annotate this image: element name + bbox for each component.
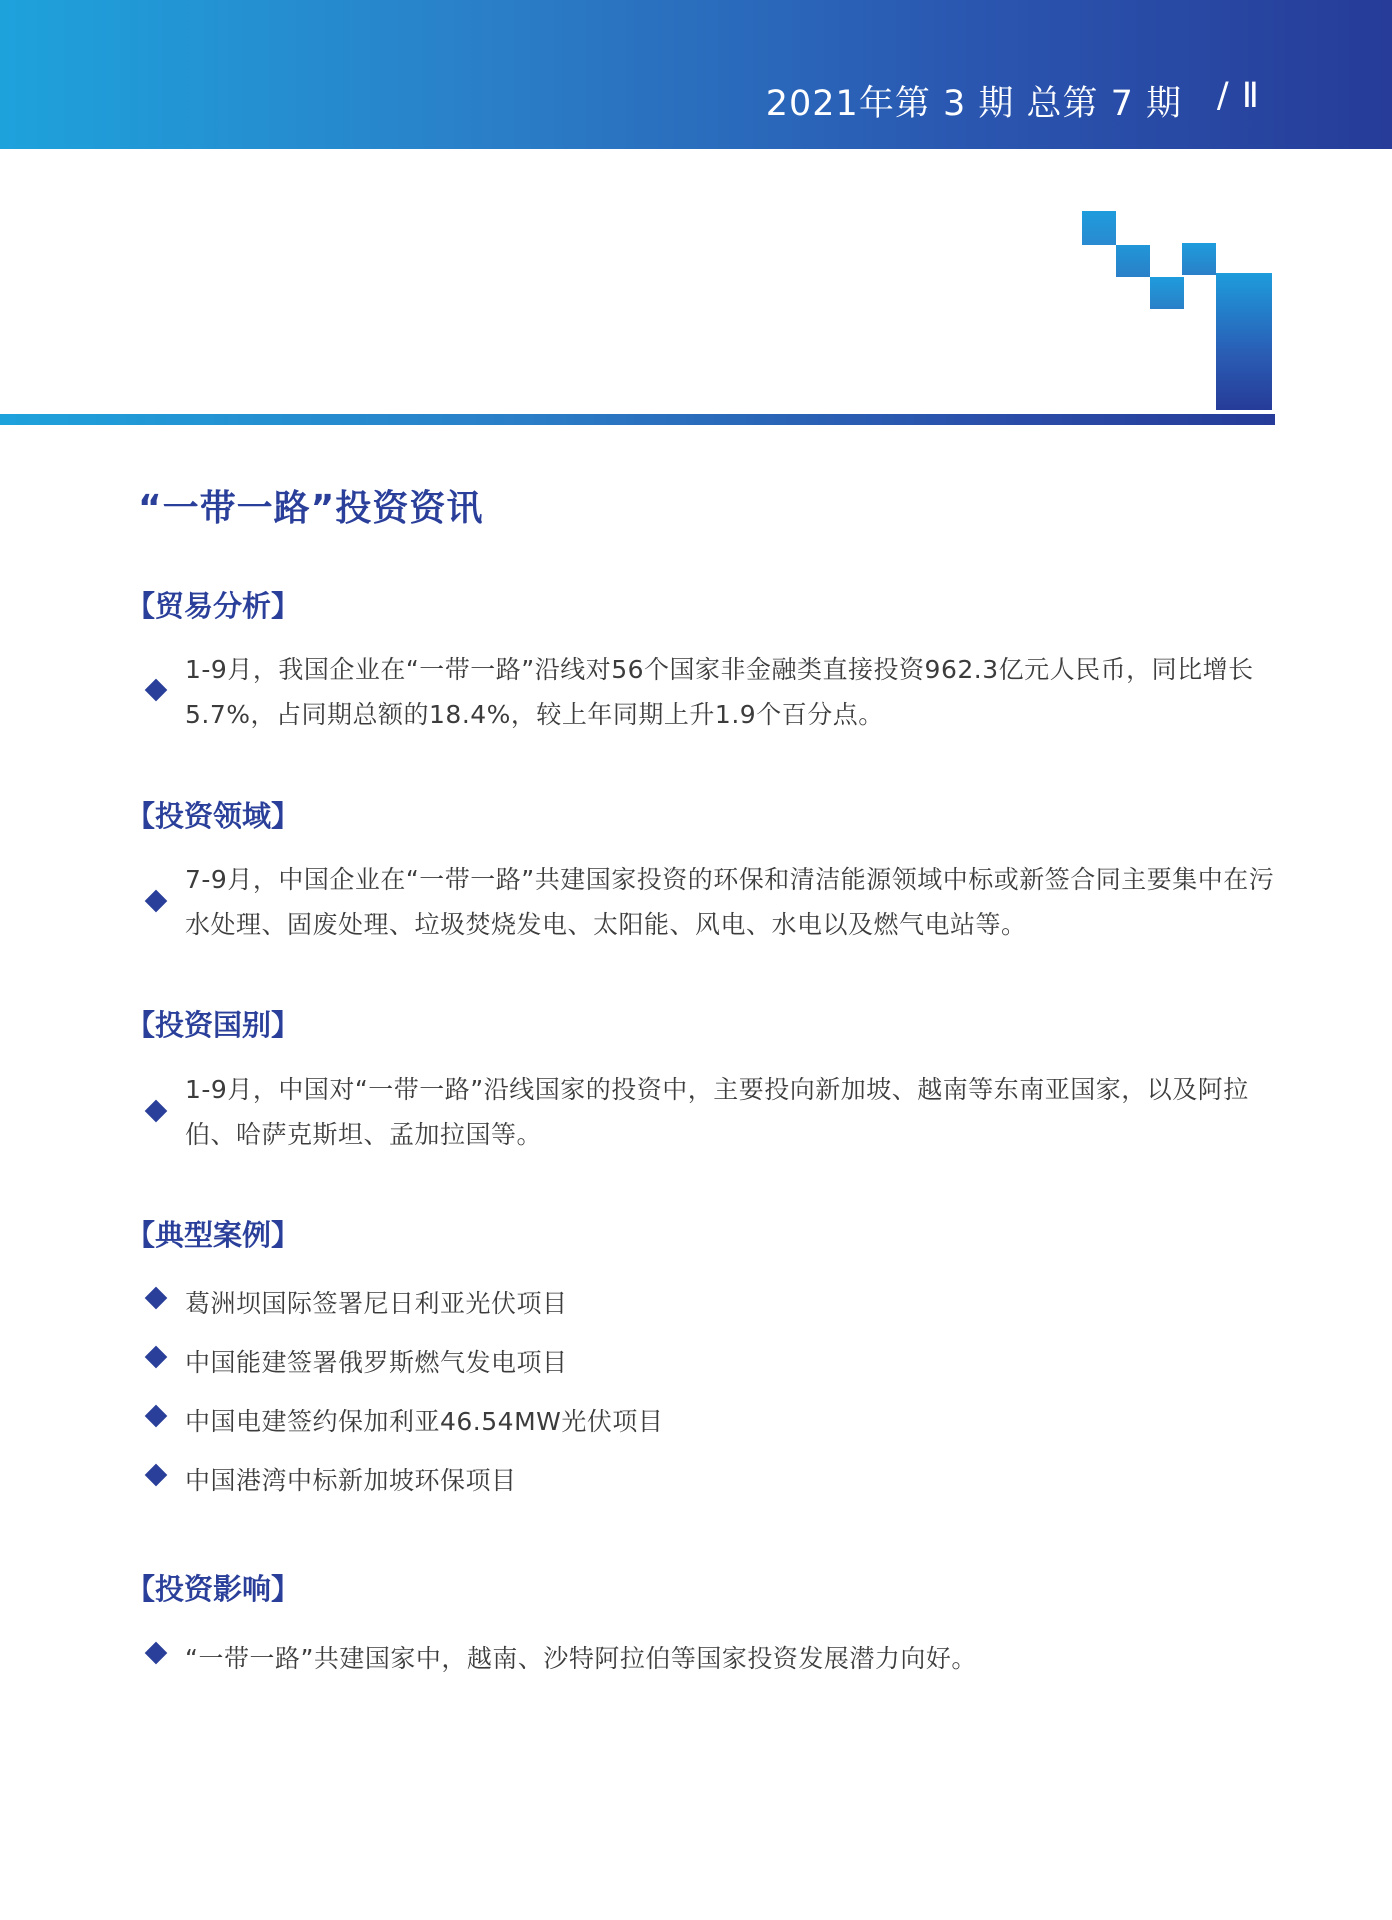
case-item: 中国电建签约保加利亚46.54MW光伏项目 bbox=[185, 1407, 664, 1436]
case-item: 葛洲坝国际签署尼日利亚光伏项目 bbox=[185, 1289, 568, 1318]
bullet-diamond-icon bbox=[145, 890, 168, 913]
decorative-bar bbox=[1216, 273, 1272, 410]
header-band bbox=[0, 0, 1392, 149]
section-heading-investment-field: 【投资领域】 bbox=[126, 799, 301, 833]
page-number: / Ⅱ bbox=[1216, 76, 1260, 116]
bullet-diamond-icon bbox=[145, 1642, 168, 1665]
bullet-diamond-icon bbox=[145, 1287, 168, 1310]
investment-country-text: 1-9月，中国对“一带一路”沿线国家的投资中，主要投向新加坡、越南等东南亚国家，以及阿拉伯、哈萨克斯坦、孟加拉国等。 bbox=[185, 1075, 1249, 1149]
section-heading-trade-analysis: 【贸易分析】 bbox=[126, 589, 301, 623]
issue-info: 2021年第 3 期 总第 7 期 bbox=[765, 84, 1182, 124]
investment-impact-text: “一带一路”共建国家中，越南、沙特阿拉伯等国家投资发展潜力向好。 bbox=[185, 1644, 977, 1673]
decorative-square bbox=[1116, 245, 1150, 277]
bullet-diamond-icon bbox=[145, 1464, 168, 1487]
case-item: 中国港湾中标新加坡环保项目 bbox=[185, 1466, 517, 1495]
divider-rule bbox=[0, 414, 1275, 425]
page-title: “一带一路”投资资讯 bbox=[138, 488, 484, 529]
section-heading-typical-cases: 【典型案例】 bbox=[126, 1218, 301, 1252]
decorative-square bbox=[1082, 211, 1116, 245]
bullet-diamond-icon bbox=[145, 679, 168, 702]
bullet-diamond-icon bbox=[145, 1346, 168, 1369]
decorative-square bbox=[1150, 277, 1184, 309]
bullet-diamond-icon bbox=[145, 1405, 168, 1428]
trade-analysis-text: 1-9月，我国企业在“一带一路”沿线对56个国家非金融类直接投资962.3亿元人民币，同比增长5.7%，占同期总额的18.4%，较上年同期上升1.9个百分点。 bbox=[185, 655, 1254, 729]
section-heading-investment-country: 【投资国别】 bbox=[126, 1008, 301, 1042]
case-item: 中国能建签署俄罗斯燃气发电项目 bbox=[185, 1348, 568, 1377]
section-heading-investment-impact: 【投资影响】 bbox=[126, 1572, 301, 1606]
bullet-diamond-icon bbox=[145, 1100, 168, 1123]
investment-field-text: 7-9月，中国企业在“一带一路”共建国家投资的环保和清洁能源领域中标或新签合同主要集中在污水处理、固废处理、垃圾焚烧发电、太阳能、风电、水电以及燃气电站等。 bbox=[185, 865, 1275, 939]
decorative-square bbox=[1182, 243, 1216, 275]
